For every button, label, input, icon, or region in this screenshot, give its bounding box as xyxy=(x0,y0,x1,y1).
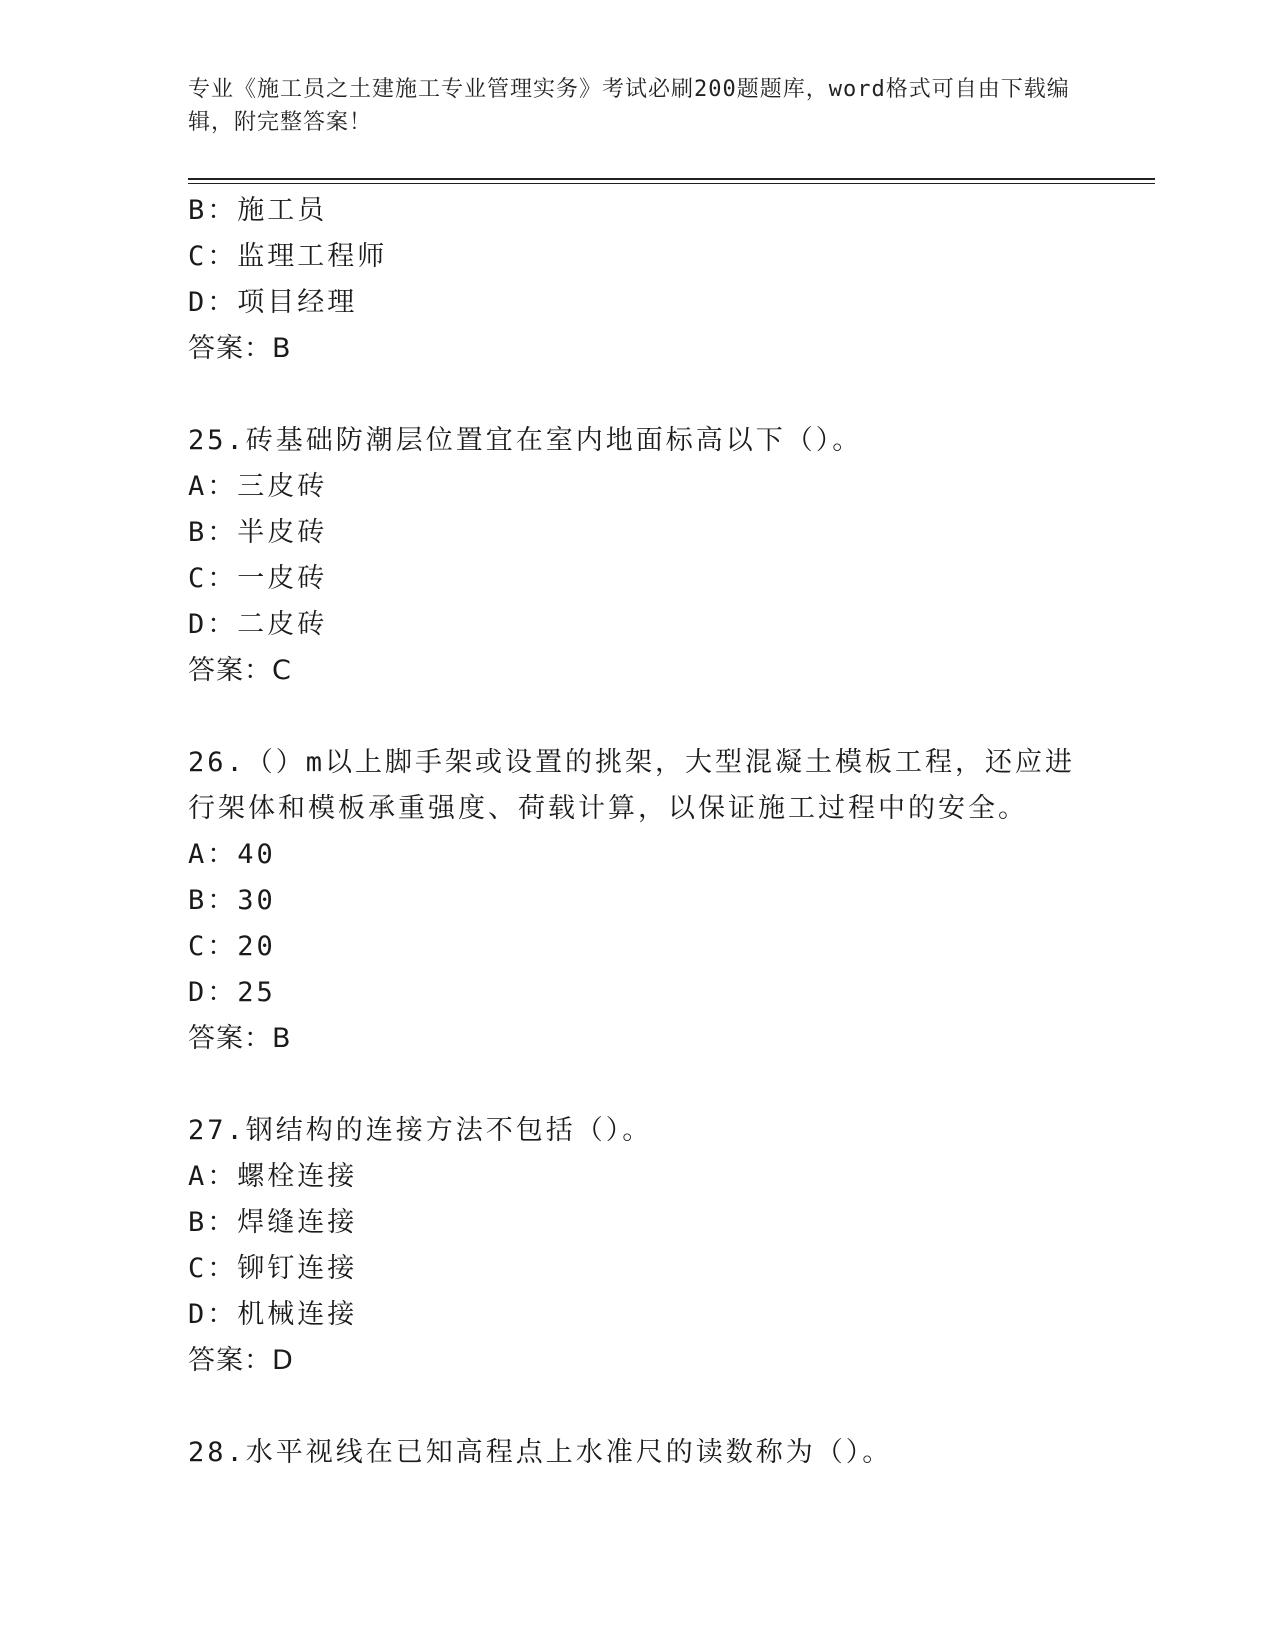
question-26 xyxy=(188,740,1088,1062)
question-text: 27.钢结构的连接方法不包括（）。 xyxy=(188,1115,653,1146)
option-a: A：三皮砖 xyxy=(188,471,328,502)
answer-line: 答案：B xyxy=(188,1023,292,1054)
option-b: B：30 xyxy=(188,885,276,916)
answer-line: 答案：D xyxy=(188,1345,294,1376)
option-d: D：项目经理 xyxy=(188,287,358,318)
answer-line: 答案：B xyxy=(188,333,292,364)
question-28 xyxy=(188,1430,1088,1476)
option-c: C：监理工程师 xyxy=(188,241,388,272)
option-d: D：机械连接 xyxy=(188,1299,358,1330)
option-a: A：40 xyxy=(188,839,276,870)
option-b: B：焊缝连接 xyxy=(188,1207,358,1238)
option-c: C：20 xyxy=(188,931,276,962)
option-b: B：半皮砖 xyxy=(188,517,328,548)
question-24-continued xyxy=(188,188,1088,372)
option-c: C：铆钉连接 xyxy=(188,1253,358,1284)
option-a: A：螺栓连接 xyxy=(188,1161,358,1192)
option-d: D：25 xyxy=(188,977,276,1008)
question-list xyxy=(188,188,1088,1476)
question-27 xyxy=(188,1108,1088,1384)
option-b: B：施工员 xyxy=(188,195,328,226)
document-header: 专业《施工员之土建施工专业管理实务》考试必刷200题题库，word格式可自由下载编辑，附完整答案！ xyxy=(188,77,1070,135)
question-25 xyxy=(188,418,1088,694)
option-c: C：一皮砖 xyxy=(188,563,328,594)
question-text: 26.（）m以上脚手架或设置的挑架，大型混凝土模板工程，还应进行架体和模板承重强度、荷载计算，以保证施工过程中的安全。 xyxy=(188,747,1076,824)
header-rule-thin xyxy=(188,183,1155,184)
question-text: 25.砖基础防潮层位置宜在室内地面标高以下（）。 xyxy=(188,425,863,456)
answer-line: 答案：C xyxy=(188,655,292,686)
option-d: D：二皮砖 xyxy=(188,609,328,640)
header-rule-thick xyxy=(188,178,1155,180)
question-text: 28.水平视线在已知高程点上水准尺的读数称为（）。 xyxy=(188,1437,893,1468)
